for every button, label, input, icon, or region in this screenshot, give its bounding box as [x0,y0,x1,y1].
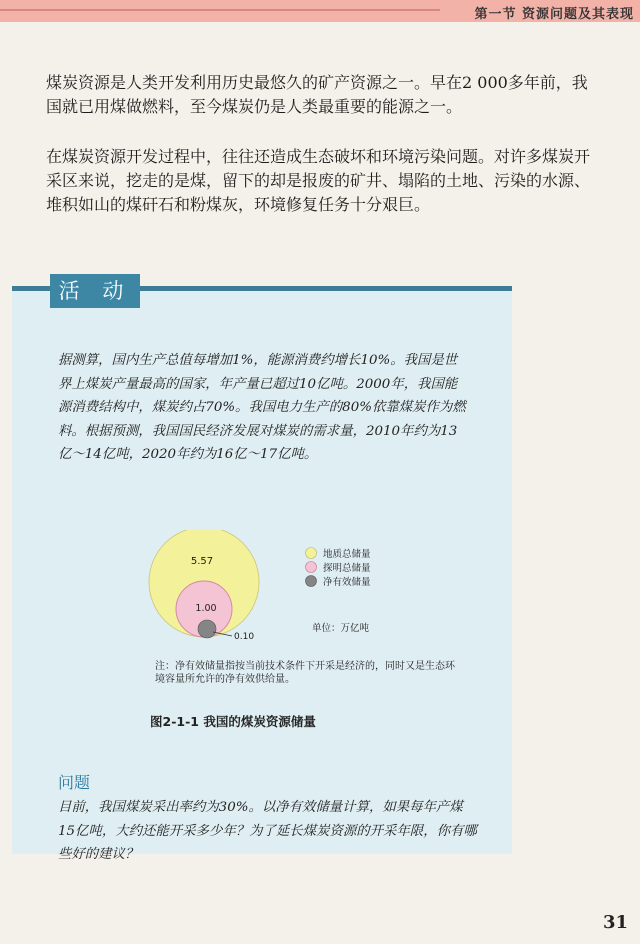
legend-label-proven: 探明总储量 [323,563,371,574]
legend-swatch-proven [306,562,317,573]
value-label-net: 0.10 [234,632,255,642]
circle-net-effective-reserves [198,620,216,638]
header-rule [0,9,440,11]
body-paragraph-2: 在煤炭资源开发过程中，往往还造成生态破坏和环境污染问题。对许多煤炭开采区来说，挖走的是煤，留下的却是报废的矿井、塌陷的土地、污染的水源、堆积如山的煤矸石和粉煤灰，环境修复任务十分艰巨。 [46,147,591,214]
legend-label-net: 净有效储量 [323,577,371,588]
page-number: 31 [602,912,628,933]
legend-label-geological: 地质总储量 [323,549,371,560]
value-label-geological: 5.57 [190,556,214,567]
unit-label: 单位：万亿吨 [312,623,370,634]
chart-note: 注：净有效储量指按当前技术条件下开采是经济的，同时又是生态环境容量所允许的净有效供给量。 [155,661,455,685]
question-title: 问题 [58,773,91,792]
activity-label: 活 动 [50,274,140,308]
body-paragraph-1: 煤炭资源是人类开发利用历史最悠久的矿产资源之一。早在2 000多年前，我国就已用煤做燃料，至今煤炭仍是人类最重要的能源之一。 [46,73,588,116]
legend-swatch-net [306,576,317,587]
value-label-proven: 1.00 [195,603,217,614]
legend-swatch-geological [306,548,317,559]
coal-reserves-chart [140,530,420,650]
figure-caption: 图2-1-1 我国的煤炭资源储量 [150,714,316,729]
question-text: 目前，我国煤炭采出率约为30%。以净有效储量计算，如果每年产煤15亿吨，大约还能开采多少年？为了延长煤炭资源的开采年限，你有哪些好的建议？ [58,800,477,862]
section-title: 第一节 资源问题及其表现 [474,7,634,22]
activity-text: 据测算，国内生产总值每增加1%，能源消费约增长10%。我国是世界上煤炭产量最高的国家，年产量已超过10亿吨。2000年，我国能源消费结构中，煤炭约占70%。我国电力生产的80%依靠煤炭作为燃料。根据预测，我国国民经济发展对煤炭的需求量，2010年约为13亿～14亿吨，2020年约为16亿～17亿吨。 [58,353,466,462]
